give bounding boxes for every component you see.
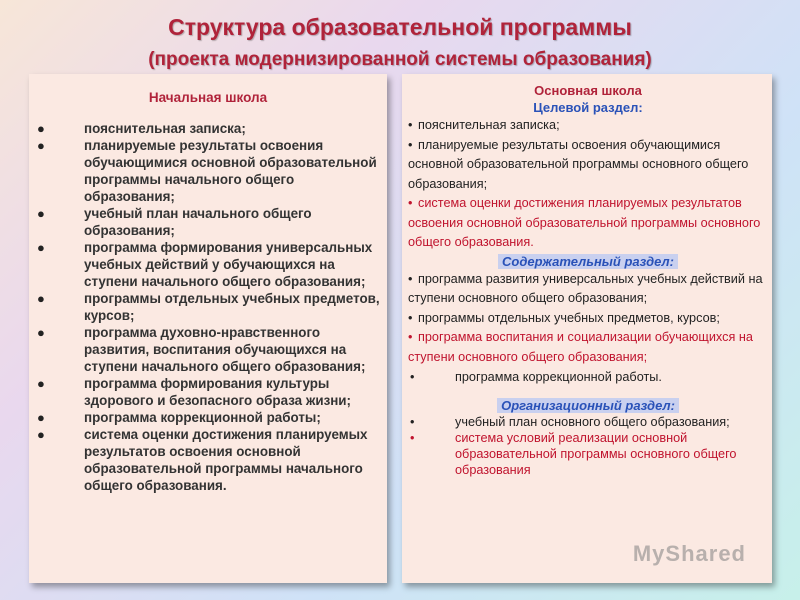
bullet-icon: ● <box>37 325 45 340</box>
basic-school-heading: Основная школа <box>534 83 642 98</box>
target-section-title: Целевой раздел: <box>533 100 643 115</box>
list-item: ● пояснительная записка; <box>37 121 246 136</box>
list-item: ● программа духовно-нравственного развития, воспитания обучающихся на ступени начального общего образования; <box>37 325 366 374</box>
primary-school-panel <box>29 74 387 583</box>
bullet-icon: ● <box>37 410 45 425</box>
list-item: ● программа формирования универсальных учебных действий у обучающихся на ступени начального общего образования; <box>37 240 373 289</box>
bullet-icon: ● <box>37 121 45 136</box>
bullet-icon: • <box>408 330 413 344</box>
primary-school-list <box>37 120 382 494</box>
bullet-icon: • <box>408 118 413 132</box>
list-item: ● планируемые результаты освоения обучающимися основной образовательной программы начального общего образования; <box>37 138 377 204</box>
list-item: • программа воспитания и социализации обучающихся на ступени основного общего образования; <box>408 330 753 364</box>
bullet-icon: • <box>408 196 413 210</box>
bullet-icon: • <box>410 415 415 429</box>
watermark: MyShared <box>632 541 746 566</box>
bullet-icon: ● <box>37 427 45 442</box>
bullet-icon: • <box>408 310 413 325</box>
list-item: ● программа коррекционной работы; <box>37 410 321 425</box>
bullet-icon: • <box>408 271 413 286</box>
primary-school-heading: Начальная школа <box>148 90 268 105</box>
list-item: ● программы отдельных учебных предметов, курсов; <box>37 291 380 323</box>
list-item: • учебный план основного общего образования; <box>410 415 730 429</box>
page-title: Структура образовательной программы <box>168 14 632 40</box>
bullet-icon: • <box>410 431 415 445</box>
content-section-title: Содержательный раздел: <box>408 253 768 270</box>
list-item: • планируемые результаты освоения обучающимися основной образовательной программы основного общего образования; <box>408 137 749 191</box>
bullet-icon: ● <box>37 291 45 306</box>
list-item: ● учебный план начального общего образования; <box>37 206 312 238</box>
bullet-icon: ● <box>37 206 45 221</box>
basic-school-panel <box>402 74 772 583</box>
bullet-icon: ● <box>37 138 45 153</box>
list-item: • программа развития универсальных учебных действий на ступени основного общего образования; <box>408 271 763 305</box>
list-item: ● программа формирования культуры здорового и безопасного образа жизни; <box>37 376 352 408</box>
bullet-icon: ● <box>37 376 45 391</box>
list-item: • система оценки достижения планируемых результатов освоения основной образовательной программы основного общего образования. <box>408 196 761 249</box>
organizational-section-title: Организационный раздел: <box>408 397 768 414</box>
list-item: • программы отдельных учебных предметов, курсов; <box>408 309 768 329</box>
list-item: • пояснительная записка; <box>408 116 768 136</box>
list-item: • система условий реализации основной образовательной программы основного общего образования <box>410 431 737 477</box>
list-item: • программа коррекционной работы. <box>410 370 662 384</box>
bullet-icon: • <box>410 370 415 384</box>
list-item: ● система оценки достижения планируемых результатов освоения основной образовательной программы начального общего образования. <box>37 427 368 493</box>
page-subtitle: (проекта модернизированной системы образования) <box>148 49 652 70</box>
bullet-icon: • <box>408 137 413 152</box>
bullet-icon: ● <box>37 240 45 255</box>
